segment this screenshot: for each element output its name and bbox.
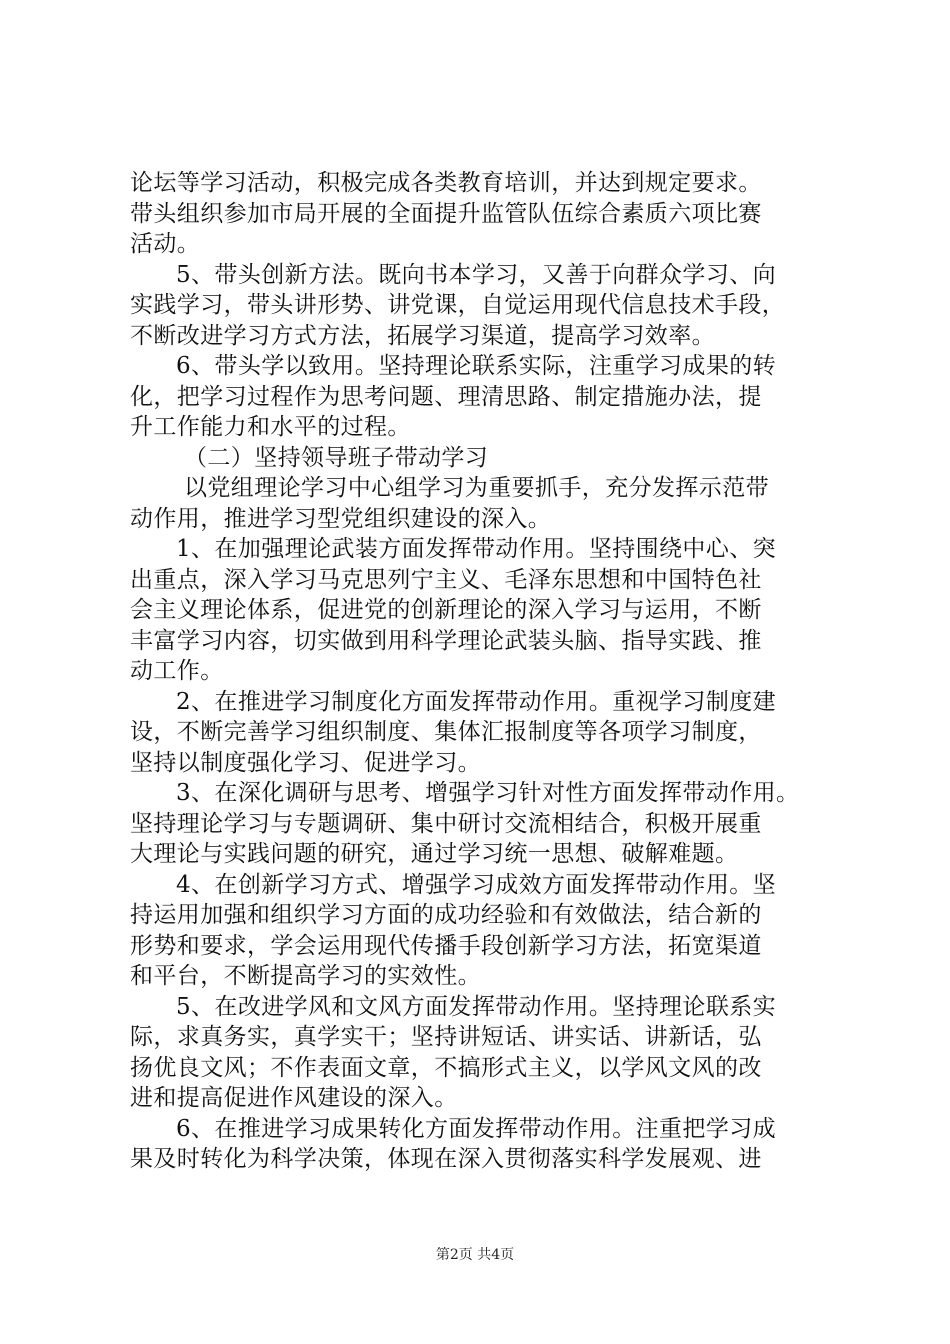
text-line: 6、带头学以致用。坚持理论联系实际，注重学习成果的转 (176, 353, 777, 379)
text-line: 动工作。 (130, 658, 224, 684)
text-line: 4、在创新学习方式、增强学习成效方面发挥带动作用。坚 (176, 871, 777, 898)
text-line: 持运用加强和组织学习方面的成功经验和有效做法，结合新的 (130, 902, 762, 928)
text-line: 升工作能力和水平的过程。 (130, 414, 411, 440)
text-line: 实践学习，带头讲形势、讲党课，自觉运用现代信息技术手段， (130, 292, 786, 318)
text-line: 坚持以制度强化学习、促进学习。 (130, 749, 481, 776)
text-line: 设，不断完善学习组织制度、集体汇报制度等各项学习制度， (130, 719, 762, 745)
text-line: 5、在改进学风和文风方面发挥带动作用。坚持理论联系实 (176, 993, 777, 1020)
text-line: 丰富学习内容，切实做到用科学理论武装头脑、指导实践、推 (130, 627, 762, 654)
text-line: 会主义理论体系，促进党的创新理论的深入学习与运用，不断 (130, 597, 762, 623)
text-line: 大理论与实践问题的研究，通过学习统一思想、破解难题。 (130, 841, 739, 867)
text-line: 不断改进学习方式方法，拓展学习渠道，提高学习效率。 (130, 322, 715, 349)
document-body (130, 168, 830, 1175)
text-line: 6、在推进学习成果转化方面发挥带动作用。注重把学习成 (176, 1115, 777, 1142)
text-line: 出重点，深入学习马克思列宁主义、毛泽东思想和中国特色社 (130, 566, 762, 593)
text-line: 果及时转化为科学决策，体现在深入贯彻落实科学发展观、进 (130, 1146, 762, 1172)
text-line: 活动。 (130, 231, 201, 257)
text-line: 坚持理论学习与专题调研、集中研讨交流相结合，积极开展重 (130, 810, 762, 837)
text-line: 以党组理论学习中心组学习为重要抓手，充分发挥示范带 (184, 475, 769, 501)
text-line: 扬优良文风；不作表面文章，不搞形式主义，以学风文风的改 (130, 1054, 762, 1081)
page-number: 第2页 共4页 (435, 1247, 515, 1263)
text-line: 带头组织参加市局开展的全面提升监管队伍综合素质六项比赛 (130, 200, 762, 227)
text-line: 际，求真务实，真学实干；坚持讲短话、讲实话、讲新话，弘 (130, 1024, 762, 1050)
text-line: 和平台，不断提高学习的实效性。 (130, 963, 481, 989)
text-line: 形势和要求，学会运用现代传播手段创新学习方法，拓宽渠道 (130, 932, 762, 959)
text-line: 1、在加强理论武装方面发挥带动作用。坚持围绕中心、突 (176, 536, 777, 562)
text-line: 论坛等学习活动，积极完成各类教育培训，并达到规定要求。 (130, 170, 762, 196)
text-line: 2、在推进学习制度化方面发挥带动作用。重视学习制度建 (176, 688, 777, 715)
text-line: 3、在深化调研与思考、增强学习针对性方面发挥带动作用。 (176, 780, 800, 806)
text-line: 动作用，推进学习型党组织建设的深入。 (130, 505, 552, 532)
text-line: 进和提高促进作风建设的深入。 (130, 1085, 458, 1111)
text-line: 5、带头创新方法。既向书本学习，又善于向群众学习、向 (176, 261, 777, 288)
text-line: 化，把学习过程作为思考问题、理清思路、制定措施办法，提 (130, 383, 762, 410)
page-footer (0, 1244, 950, 1264)
text-line: （二）坚持领导班子带动学习 (184, 444, 489, 471)
